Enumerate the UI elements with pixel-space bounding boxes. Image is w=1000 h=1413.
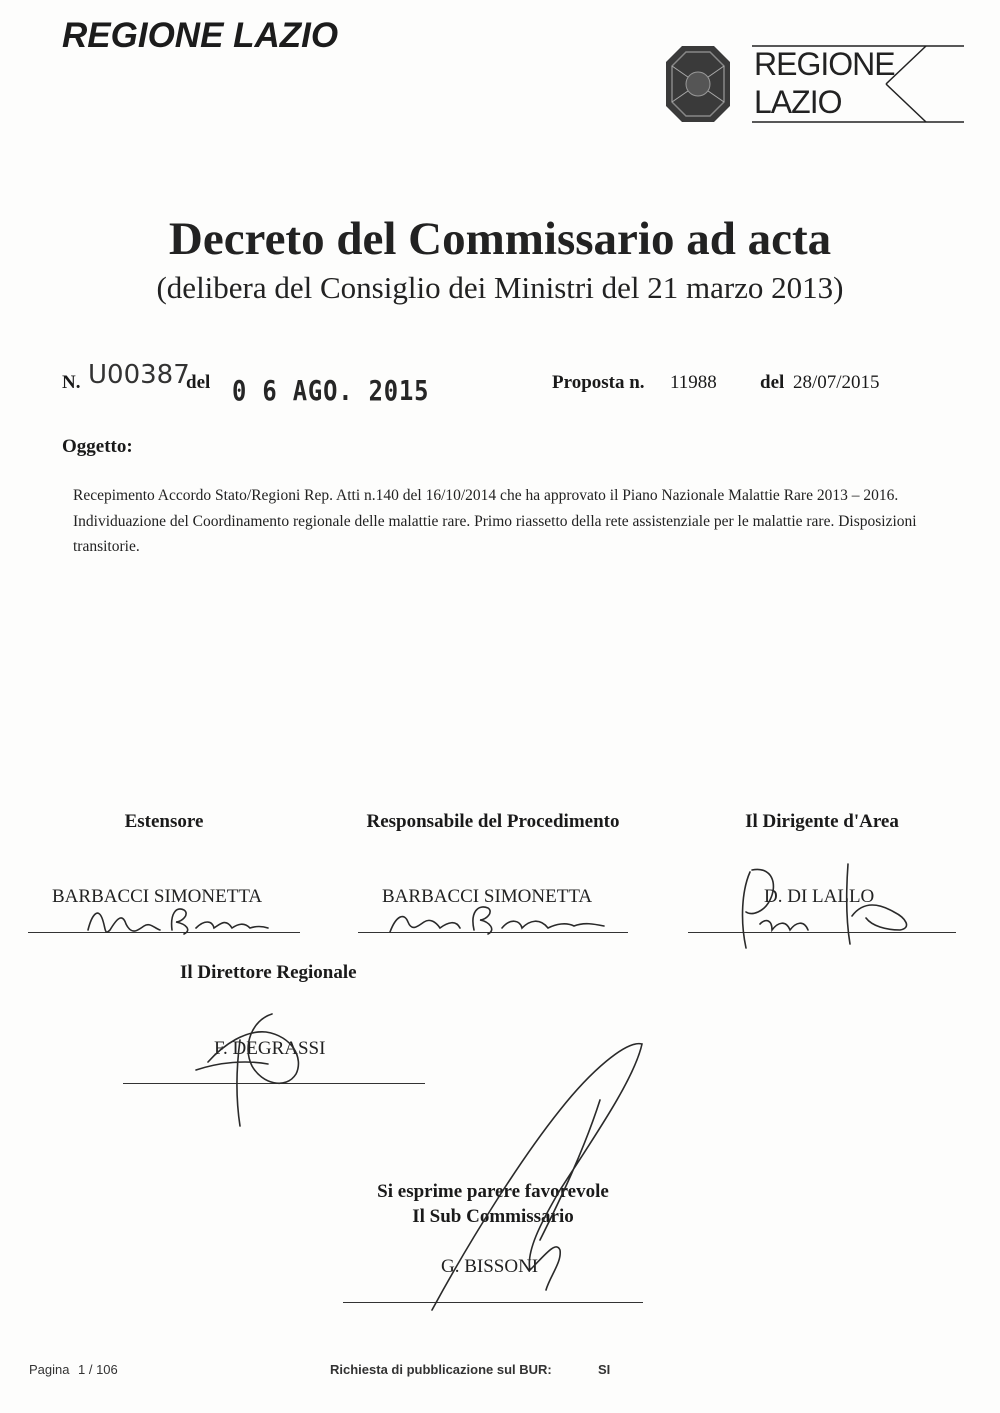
date-stamp: 0 6 AGO. 2015 <box>232 374 430 407</box>
sub-commissario-signature-line <box>343 1302 643 1303</box>
responsabile-name: BARBACCI SIMONETTA <box>382 886 593 907</box>
page-value: 1 / 106 <box>78 1362 118 1377</box>
dirigente-heading: Il Dirigente d'Area <box>745 811 899 832</box>
oggetto-label: Oggetto: <box>62 436 133 457</box>
bur-value: SI <box>598 1362 611 1377</box>
sub-commissario-name: G. BISSONI <box>441 1256 539 1277</box>
estensore-signature-line <box>28 932 300 933</box>
bur-label: Richiesta di pubblicazione sul BUR: <box>330 1362 552 1377</box>
logo-text-line2: LAZIO <box>754 84 842 120</box>
direttore-signature-line <box>123 1083 425 1084</box>
estensore-signature <box>88 909 268 934</box>
proposta-value: 11988 <box>670 372 717 393</box>
logo-text-line1: REGIONE <box>754 46 895 82</box>
sub-commissario-opinion: Si esprime parere favorevole <box>377 1181 609 1202</box>
del-label: del <box>186 372 211 393</box>
direttore-heading: Il Direttore Regionale <box>180 962 357 983</box>
direttore-name: F. DEGRASSI <box>214 1038 326 1059</box>
proposta-date: 28/07/2015 <box>793 372 880 393</box>
dirigente-signature-line <box>688 932 956 933</box>
responsabile-signature-line <box>358 932 628 933</box>
page-title: Decreto del Commissario ad acta <box>168 213 832 265</box>
sub-commissario-heading: Il Sub Commissario <box>412 1206 574 1227</box>
number-value: U00387 <box>88 360 190 390</box>
header-brand: REGIONE LAZIO <box>62 16 339 55</box>
responsabile-heading: Responsabile del Procedimento <box>366 811 620 832</box>
dirigente-name: D. DI LALLO <box>764 886 875 907</box>
estensore-heading: Estensore <box>124 811 204 832</box>
number-label: N. <box>62 372 81 393</box>
estensore-name: BARBACCI SIMONETTA <box>52 886 263 907</box>
oggetto-text: Recepimento Accordo Stato/Regioni Rep. Atti n.140 del 16/10/2014 che ha approvato il Piano Nazionale Malattie Rare 2013 – 2016. Individuazione del Coordinamento regionale delle malattie rare. Primo riassetto della rete assistenziale per le malattie rare. Disposizioni transitorie. <box>73 487 917 555</box>
proposta-del-label: del <box>760 372 785 393</box>
page-label: Pagina <box>29 1362 70 1377</box>
direttore-signature <box>196 1014 298 1126</box>
regione-lazio-logo <box>664 42 966 126</box>
page-subtitle: (delibera del Consiglio dei Ministri del 21 marzo 2013) <box>156 270 844 305</box>
responsabile-signature <box>390 907 604 934</box>
proposta-label: Proposta n. <box>552 372 645 393</box>
